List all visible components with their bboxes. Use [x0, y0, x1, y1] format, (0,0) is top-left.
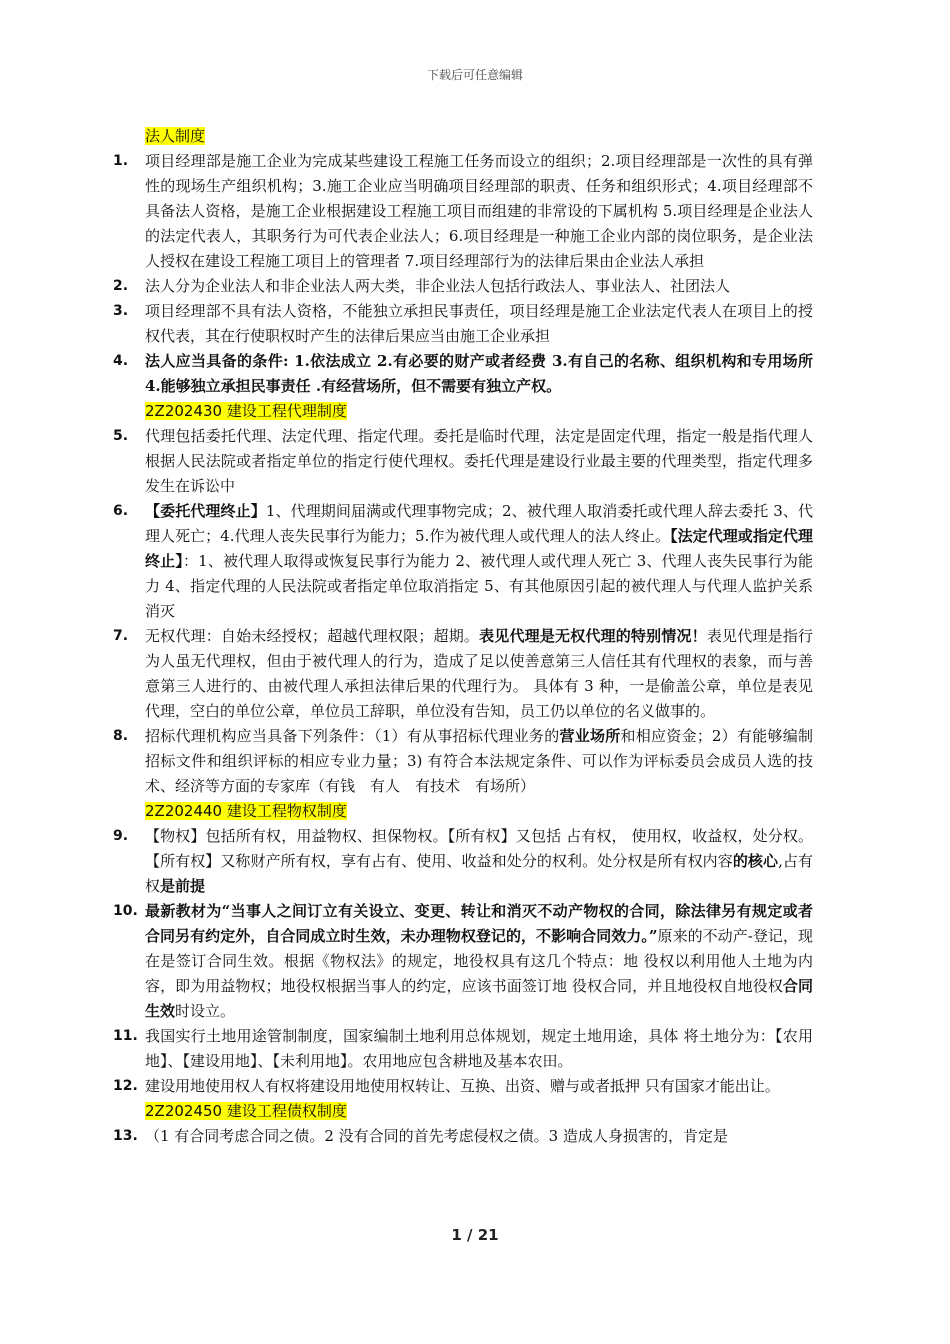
page-header: 下载后可任意编辑 [426, 68, 523, 82]
item-text [145, 499, 813, 624]
item-text: 我国实行土地用途管制制度，国家编制土地利用总体规划，规定土地用途，具体 将土地分为：【农用地】、【建设用地】、【未利用地】。农用地应包含耕地及基本农田。 [145, 1027, 813, 1070]
item-text: 建设用地使用权人有权将建设用地使用权转让、互换、出资、赠与或者抵押 只有国家才能出让。 [145, 1077, 780, 1095]
heading-text: 2Z202430 建设工程代理制度 [145, 402, 347, 420]
item-number: 4. [113, 353, 129, 369]
plain-text: 原来的不动产-登记，现在是签订合同生效。根据《物权法》的规定，地役权具有这几个特点：地 役权以利用他人土地为内容，即为用益物权；地役权根据当事人的约定，应该书面签订地 役权合同，并且地役权自地役权 [145, 927, 813, 995]
plain-text: 表见代理是指行为人虽无代理权，但由于被代理人的行为，造成了足以使善意第三人信任其有代理权的表象，而与善意第三人进行的、由被代理人承担法律后果的代理行为。 具体有 3 种，一是偷盖公章，单位是表见代理，空白的单位公章，单位员工辞职，单位没有告知，员工仍以单位的名义做事的。 [145, 627, 813, 720]
section-heading-obligation [113, 1099, 813, 1124]
item-text: 法人应当具备的条件: 1.依法成立 2.有必要的财产或者经费 3.有自己的名称、组织机构和专用场所 4.能够独立承担民事责任 .有经营场所，但不需要有独立产权。 [145, 352, 813, 395]
list-item [113, 899, 813, 1024]
page-number: 1 / 21 [451, 1226, 499, 1244]
item-number: 11. [113, 1028, 138, 1044]
plain-text: 招标代理机构应当具备下列条件：（1）有从事招标代理业务的 [145, 727, 560, 745]
item-text [145, 899, 813, 1024]
list-item [113, 1074, 813, 1099]
list-item [113, 624, 813, 724]
item-text: 项目经理部是施工企业为完成某些建设工程施工任务而设立的组织；2.项目经理部是一次性的具有弹性的现场生产组织机构；3.施工企业应当明确项目经理部的职责、任务和组织形式；4.项目经理部不具备法人资格，是施工企业根据建设工程施工项目而组建的非常设的下属机构 5.项目经理是企业法人的法定代表人，其职务行为可代表企业法人；6.项目经理是一种施工企业内部的岗位职务，是企业法人授权在建设工程施工项目上的管理者 7.项目经理部行为的法律后果由企业法人承担 [145, 152, 813, 270]
bold-text: 合同生效 [145, 977, 813, 1020]
plain-text: ：1、被代理人取得或恢复民事行为能力 2、被代理人或代理人死亡 3、代理人丧失民事行为能力 4、指定代理的人民法院或者指定单位取消指定 5、有其他原因引起的被代理人与代理人监护关系消灭 [145, 552, 813, 620]
list-item [113, 824, 813, 899]
bold-text: 最新教材为“当事人之间订立有关设立、变更、转让和消灭不动产物权的合同，除法律另有规定或者合同另有约定外，自合同成立时生效，未办理物权登记的，不影响合同效力。” [145, 902, 813, 945]
plain-text: 和相应资金；2）有能够编制招标文件和组织评标的相应专业力量；3) 有符合本法规定条件、可以作为评标委员会成员人选的技术、经济等方面的专家库（有钱 有人 有技术 有场所） [145, 727, 813, 795]
plain-text: ,占有权 [145, 852, 813, 895]
item-number: 8. [113, 728, 129, 744]
list-item [113, 1024, 813, 1074]
item-text [145, 724, 813, 799]
item-number: 6. [113, 503, 129, 519]
item-text: 法人分为企业法人和非企业法人两大类，非企业法人包括行政法人、事业法人、社团法人 [145, 277, 731, 295]
section-heading-agency [113, 399, 813, 424]
list-item [113, 349, 813, 399]
bold-text: 的核心 [732, 852, 779, 870]
bold-text: 表见代理是无权代理的特别情况！ [479, 627, 707, 645]
heading-text: 法人制度 [145, 127, 206, 145]
heading-text: 2Z202450 建设工程债权制度 [145, 1102, 347, 1120]
list-item [113, 299, 813, 349]
section-heading-legal-person [113, 124, 813, 149]
section-heading-property [113, 799, 813, 824]
item-text [145, 624, 813, 724]
bold-text: 营业场所 [559, 727, 621, 745]
item-number: 1. [113, 153, 129, 169]
document-body [113, 124, 813, 1149]
list-item [113, 499, 813, 624]
plain-text: 【物权】包括所有权，用益物权、担保物权。【所有权】又包括 占有权， 使用权，收益权，处分权。【所有权】又称财产所有权，享有占有、使用、收益和处分的权利。处分权是所有权内容 [145, 827, 813, 870]
item-number: 9. [113, 828, 129, 844]
heading-text: 2Z202440 建设工程物权制度 [145, 802, 347, 820]
list-item [113, 724, 813, 799]
list-item [113, 149, 813, 274]
list-item [113, 1124, 813, 1149]
item-text: 代理包括委托代理、法定代理、指定代理。委托是临时代理，法定是固定代理，指定一般是指代理人根据人民法院或者指定单位的指定行使代理权。委托代理是建设行业最主要的代理类型，指定代理多发生在诉讼中 [145, 427, 813, 495]
list-item [113, 424, 813, 499]
item-number: 13. [113, 1128, 138, 1144]
plain-text: 时设立。 [175, 1002, 236, 1020]
bold-text: 【法定代理或指定代理终止】 [145, 527, 813, 570]
item-number: 10. [113, 903, 138, 919]
item-number: 5. [113, 428, 129, 444]
item-text: 项目经理部不具有法人资格，不能独立承担民事责任，项目经理是施工企业法定代表人在项目上的授权代表，其在行使职权时产生的法律后果应当由施工企业承担 [145, 302, 813, 345]
item-number: 7. [113, 628, 129, 644]
item-number: 2. [113, 278, 129, 294]
item-text [145, 824, 813, 899]
list-item [113, 274, 813, 299]
plain-text: 无权代理：自始未经授权；超越代理权限；超期。 [145, 627, 480, 645]
item-text: （1 有合同考虑合同之债。2 没有合同的首先考虑侵权之债。3 造成人身损害的，肯定是 [145, 1127, 728, 1145]
bold-text: 【委托代理终止】 [145, 502, 266, 520]
plain-text: 1、代理期间届满或代理事物完成；2、被代理人取消委托或代理人辞去委托 3、代理人死亡；4.代理人丧失民事行为能力；5.作为被代理人或代理人的法人终止。 [145, 502, 813, 545]
item-number: 3. [113, 303, 129, 319]
bold-text: 是前提 [160, 877, 206, 895]
item-number: 12. [113, 1078, 138, 1094]
